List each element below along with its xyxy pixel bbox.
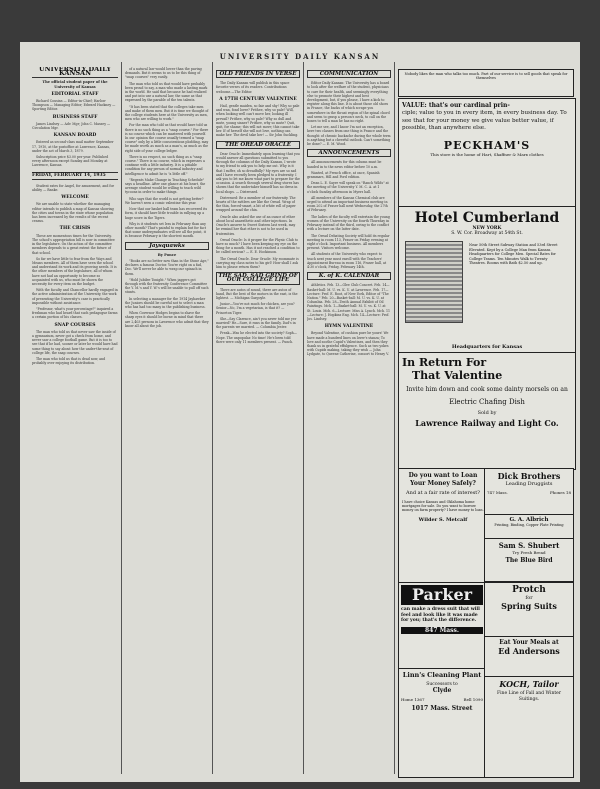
ad-sam-sub: Try Fresh Bread [512, 550, 546, 555]
business-staff-heading: BUSINESS STAFF [52, 114, 98, 120]
crisis-heading: THE CRISIS [59, 226, 91, 232]
ad-protch [484, 582, 574, 638]
ad-linn [398, 668, 486, 778]
ad-sam-name: Sam S. Shubert [498, 541, 560, 550]
ad-value-line1: VALUE: that's our cardinal prin- [402, 102, 510, 109]
ad-small-top-text: Nobody likes the man who talks too much. Part of our service is to sell goods that speak for themselves [404, 72, 568, 81]
ad-loan-r: And at a fair rate of interest? [406, 490, 480, 496]
welcome-heading: WELCOME [61, 195, 89, 201]
ad-protch-name: Protch [512, 585, 546, 595]
ad-dick-ph: Phones 18 [549, 490, 571, 495]
newspaper-page [20, 42, 580, 782]
ad-dick-brothers [484, 468, 574, 518]
board-heading: KANSAN BOARD [53, 133, 97, 139]
column-rule [303, 62, 304, 774]
sad-grind-title: THE SAD, SAD GRIND OF OUR COLLEGE LIFE [216, 272, 300, 284]
column-rule [212, 62, 213, 774]
ad-linn-name: Linn's Cleaning Plant [402, 671, 482, 679]
column-rule [121, 62, 122, 774]
ad-valentine [398, 352, 576, 470]
ad-eat-line1: Eat Your Meals at [499, 639, 559, 646]
col2-lead: of a natural law would lower than the paving demands. But it seems to us to be this thing of "snap courses" very easily. [125, 67, 202, 80]
column-2: of a natural law would lower than the paving demands. But it seems to us to be this thing of "snap courses" very easily. The man who told us that would have probably been proud to say, a man who made a lasting mark in the world. He said that because he had realized and put into use a natural law, the same as that expressed by the parable of the ten talents. "It has been stated that the colleges take men and make of them men. But it is time we thought of the college students here at the University as men, men who are willing to work." For the man who told us that would have told us there is no such thing as a "snap course." For there is no course which can be mastered with yourself. In our opinion the course usually termed a "snap course" only by a little conscientious plodding, may be made worth as much as a man's, as much as the right side of your college ledger. There is no respect, no such thing as a "snap course." There is no course, which in expresses a continue with a little industry. It is a pitiable condition for any person of normal industry and intelligence to admit he is "a little off." "Regents Make Change in Teaching Schedule" says a headline. After one glance at his heart, the average student would be willing to teach wild tycoons in order to make things. Who says that the world is not getting better? We haven't seen a comic valentine this year. Now that our basket ball team has recovered its form, it should have little trouble in rallying up a huge score in the Tigers. Why is it students set less in February than any other month? That's painful to explain but for fact that some undergraduates will see all the point, it is because February is the shortest month. Jaysquawks By Ponce "Books are no better now than in the Stone Age," declares a famous Doctor. You're right on a fad, Doc. We'll never be able to wrap our spinach in them. "Hold Jubilee Tonight." When jaggers got through with the fraternity Conference Committee the Y. M.'s and Y. W.'s will be unable to pull off such stunts. In selecting a manager for the 1914 Jayhawker the Juniors should be careful not to select a man who has had too many in the publishing business. When Governor Hodges begins to shave the sharp eyes it should be borne in mind that there are 2,403 persons in Lawrence who admit that they know all about the job. [125, 67, 209, 328]
ad-linn-phones [401, 697, 483, 702]
ad-loan [398, 468, 488, 584]
column-rule [394, 62, 395, 774]
ad-linn-bell: Bell 1090 [463, 697, 483, 702]
ad-dick-name: Dick Brothers [497, 471, 561, 481]
ad-cumberland-city: NEW YORK [472, 226, 502, 231]
hymn-title: HYMN VALENTINE [324, 324, 374, 330]
ad-hotel-cumberland [398, 206, 576, 354]
ad-value-line2: ciple; value to you in every item, in every business day. To see that for your money we give value better value, if possible, than anywhere else. [402, 110, 567, 131]
ad-protch-sub: for [525, 595, 533, 601]
ad-sam-tag: The Blue Bird [505, 557, 553, 564]
ad-sam-shubert [484, 538, 574, 582]
communication-title: COMMUNICATION [307, 70, 391, 78]
ad-dick-info [487, 490, 571, 495]
date-line: FRIDAY, FEBRUARY 14, 1935 [32, 172, 118, 180]
verse-poem-title: A 17TH CENTURY VALENTINE [219, 96, 297, 102]
ad-loan-body: I have choice Kansas and Oklahoma home mortgages for sale. Do you want to borrow money on farm property? I have money to loan. [402, 499, 484, 513]
ad-cumberland-body: Near 50th Street Subway Station and 53rd Street Elevated. Kept by a College Man from Kansas. Headquarters for College Men. Special Rates for College Teams. Ten Minutes Walk to Twenty Theatres. Rooms with Bath $2.50 and up. [469, 243, 558, 266]
oracle-title: THE OREAD ORACLE [216, 141, 300, 149]
ad-koch [484, 676, 574, 778]
ad-small-top [398, 69, 574, 97]
ad-dick-sub: Leading Druggists [505, 481, 553, 487]
column-1: UNIVERSITY DAILY KANSAN The official student paper of the University of Kansas EDITORIAL STAFF Richard Cousins — Editor-in-Chief; Harlow Thompson — Managing Editor; Edward Hackney — Sporting Editor. BUSINESS STAFF James Lindsey — Adv. Mgr; John C. Massey — Circulation Mgr. KANSAN BOARD Entered as second-class mail matter September 17, 1910, at the postoffice at Lawrence, Kansas, under the act of March 3, 1879. Subscription price $3.00 per year. Published every afternoon except Sunday and Monday at Lawrence, Kansas. FRIDAY, FEBRUARY 14, 1935 Student rates for Angel, for amusement, and for ability — Banke. WELCOME We are unable to state whether the managing editor intends to publish a map of Kansas showing the cities and towns in the state whose population has been increased by the results of the recent census. THE CRISIS These are momentous times for the University. The school's appropriation bill is now in committee in the legislature. On the action of the committee members depends to a great extent the future of that school. So far we have little to fear from the Ways and Means members. All of them have seen the school and understand its work and its growing needs. It is the other members of the legislature, all of whom have not had an opportunity to become so acquainted with us, who must be shown the necessity for every item on the budget. With the faculty and Chancellor hardly engaged in the active administration of the University, the work of presenting the University's case is practically impossible without assistance. "Professor, what's your percentage?" inquired a freshman who had heard that such pedagogue farms a certain portion of his classes. SNAP COURSES The man who told us that never saw the inside of a gymnasium, never got a check from home, and never saw a college football game. But it is too to see that if he had, sooner or later he would have had some thing to say about how the under-the-seat of college life, the snap courses. The man who told us that is dead now, and probably over enjoying its distribution. [32, 67, 118, 366]
ad-cumberland-name: Hotel Cumberland [414, 210, 560, 226]
editorial-staff-heading: EDITORIAL STAFF [51, 91, 99, 97]
ad-protch-item: Spring Suits [501, 601, 557, 611]
ad-cumberland-addr: S. W. Cor. Broadway at 54th St. [451, 231, 523, 236]
calendar-title: K. of K. CALENDAR [307, 272, 391, 280]
ad-loan-name: Wilder S. Metcalf [418, 516, 468, 523]
ad-valentine-line2: That Valentine [412, 369, 503, 382]
ad-dick-tel: 747 Mass. [487, 490, 508, 495]
ad-koch-name: KOCH, Tailor [499, 679, 559, 689]
ad-parker-text: can make a dress suit that will feel and look like it was made for you; that's the difference. [401, 607, 480, 624]
ad-linn-addr: 1017 Mass. Street [411, 705, 473, 712]
ad-eat [484, 636, 574, 678]
ad-koch-text: Fine Line of Fall and Winter Suitings. [497, 691, 561, 702]
ad-loan-q: Do you want to Loan Your Money Safely? [408, 472, 478, 487]
jaysquawks-byline: By Ponce [157, 252, 177, 257]
ad-parker-name: Parker [401, 585, 483, 605]
ad-value [398, 98, 576, 208]
jaysquawks-title: Jaysquawks [125, 242, 209, 250]
ad-eat-line2: Ed Andersons [498, 646, 560, 656]
ad-linn-owner: Clyde [432, 687, 452, 694]
column-4: COMMUNICATION Editor Daily Kansan: The University has a board to look after the welfare of the student, physicians to care for their health, and seemingly everything else to promote their highest and best development, but, if you please, I have a kick to register along this line. It is about those old shoes in France, the backs of which scrape you somewhere in the throat region of the spinal chord and seem to grasp a person's neck, to call on the bones to tell a man he has no right. Let me see, and I know I'm not an exception, here two classes from one thing is France and the thought of chronic backache during the whole term is anything but a cheerful outlook. Can't something be done? — E. M. Wood. ANNOUNCEMENTS All announcements for this column must be handed in to the news editor before 10 a.m. Wanted, at French office, at once, Spanish grammars, Hill and Ford edition. Dean L. E. Sayre will speak on "Ranch Wilds" at the meeting of the University Y. M. C. A. at 1 o'clock Sunday afternoon in Myers hall. All members of the Kansas Chemical club are urged to attend an important business meeting in room 202 of Fraser hall next Wednesday, the 27th of February. The ladies of the faculty will entertain the young women of the University on the fourth Thursday in February instead of the third, owing to the conflict with a lecture on the latter date. The Oread Debating Society will hold its regular meeting in room 113, Fraser on Friday evening at eight o'clock. Important business. All members present. Visitors welcome. All students of the University who expect to teach next year must enroll with the Teachers' Appointment Bureau in room 116, Fraser hall, at 4:30 o'clock, Friday, February 14th. K. of K. CALENDAR Athletics. Feb. 13—Glee Club Concert. Feb. 14—Basket-ball: M. U. vs. K. U. at Lawrence. Feb. 17—Lecture: Prof. E. Root, of New York, Editor of "The Nation." Feb. 20—Basket-ball: M. U. vs. K. U. at Columbia. Feb. 28—Tenth Annual Exhibit of Oil Paintings. Mch. 1—Basket-ball: M. U. vs. K. U. at St. Louis. Mch. 6—Lecture: Miss A. Lynch. Mch. 11—Lecture: J. Hopkins Eng. Mch. 14—Lecture: Prof. Jos. Lindsey. HYMN VALENTINE Beyond Valentine, of cushion pure be yours! We have made a hundred lines on lover's stanza; To love and soothe Cupid's Valentines, and then they thank us in grateful effulgence. Such as two yokes with Cupids making, taking they wish — John Lydgate, to Queene Catherine, consort to Henry V. [307, 71, 391, 357]
snap-courses-heading: SNAP COURSES [54, 322, 96, 328]
ad-parker [398, 582, 486, 670]
ad-valentine-sub: Invite him down and cook some dainty morsels on an [406, 386, 568, 393]
ad-albrich-sub: Printing, Binding, Copper Plate Printing [494, 523, 564, 527]
ad-peckham-tag: This store is the home of Hart, Shaffner & Marx clothes [430, 151, 544, 157]
ad-valentine-sold: Sold by [477, 410, 497, 416]
ad-linn-phone: Home 1367 [401, 697, 425, 702]
ad-peckham-name: PECKHAM'S [443, 138, 531, 152]
ad-cumberland-note: Headquarters for Kansas [451, 344, 523, 350]
ad-valentine-seller: Lawrence Railway and Light Co. [415, 418, 559, 428]
ad-linn-sub: Successors to [426, 682, 458, 687]
masthead-title: UNIVERSITY DAILY KANSAN [32, 67, 118, 78]
ad-albrich-name: G. A. Albrich [509, 517, 549, 523]
ad-valentine-line1: In Return For [402, 356, 487, 369]
verse-title: OLD FRIENDS IN VERSE [216, 70, 300, 78]
column-3: OLD FRIENDS IN VERSE The Daily Kansan will publish in this space favorite verses of its readers. Contributions welcome.—The Editor. A 17TH CENTURY VALENTINE Hail, gentle maiden, so fair and shy! Why so pale and wan, fond lover? Prithee, why so pale? Will, when looking well can't move her, looking ill prevail? Prithee, why so pale? Why so dull and mute, young sinner? Prithee, why so mute? Quit, quit, for shame; this will not move; this cannot take her. If of herself she will not love, nothing can make her: The devil take her! — Sir John Suckling. THE OREAD ORACLE Dear Oracle: Immediately upon learning that you would answer all questions submitted to you through the columns of the Daily Kansan, I wrote to my friend to ask you to help me out. Why is it that I suffer, oh so dreadfully? My eyes are so sad and I have recently been pledged to a fraternity. I ask you to let me know what part to prepare for the occasion. A search through several drug stores has shown that the undertaker himself has no dress in local shops. — Distressed. Distressed: Be a member of our fraternity. The hearts of the rattlers are like the Oread. Wrap of the thin, forced-smart, a bit of white roll of paper wrapped around the chin. Oracle also asked the use of an ounce of ether about local anaesthetic and other injections. In Oracle's answer to Sweet Sixteen last week, may he remind her that ether is not to be used in fraternities. Oread Oracle: Is it proper for the Physic Club to have so much? I have been keeping my eye on the thing for a month. Has it not reached a condition to be called serious? — E. E. Hockinson. The Oread Oracle. Dear Oracle: My roommate is carrying my class notes to his girl! How shall I ask him to please return them? THE SAD, SAD GRIND OF OUR COLLEGE LIFE There are autos of sound, there are autos of hand, But the best of the motors in the east, is the lightest. — Michigan Gargoyle. Junior—You've not much for chicken, are you? Senior—No, I'm a vegetarian, is that it? — Princeton Tiger. She—Say Clarence, ain't you never told me yer married? He—Sure, it runs in the family. Dad's in the parents we married. — Columbia Jester. Freak—Was he elected into the society? Soph—Nope. The unpopular. No time! He's been told there were only 11 members present. — Punch. [216, 71, 300, 344]
ad-valentine-item: Electric Chafing Dish [449, 398, 525, 406]
announcements-title: ANNOUNCEMENTS [307, 149, 391, 157]
running-head: UNIVERSITY DAILY KANSAN [219, 52, 381, 61]
ad-parker-addr: 847 Mass. [401, 627, 483, 634]
masthead-tagline: The official student paper of the University of Kansas [42, 80, 108, 89]
hotel-building-illustration [405, 241, 463, 323]
